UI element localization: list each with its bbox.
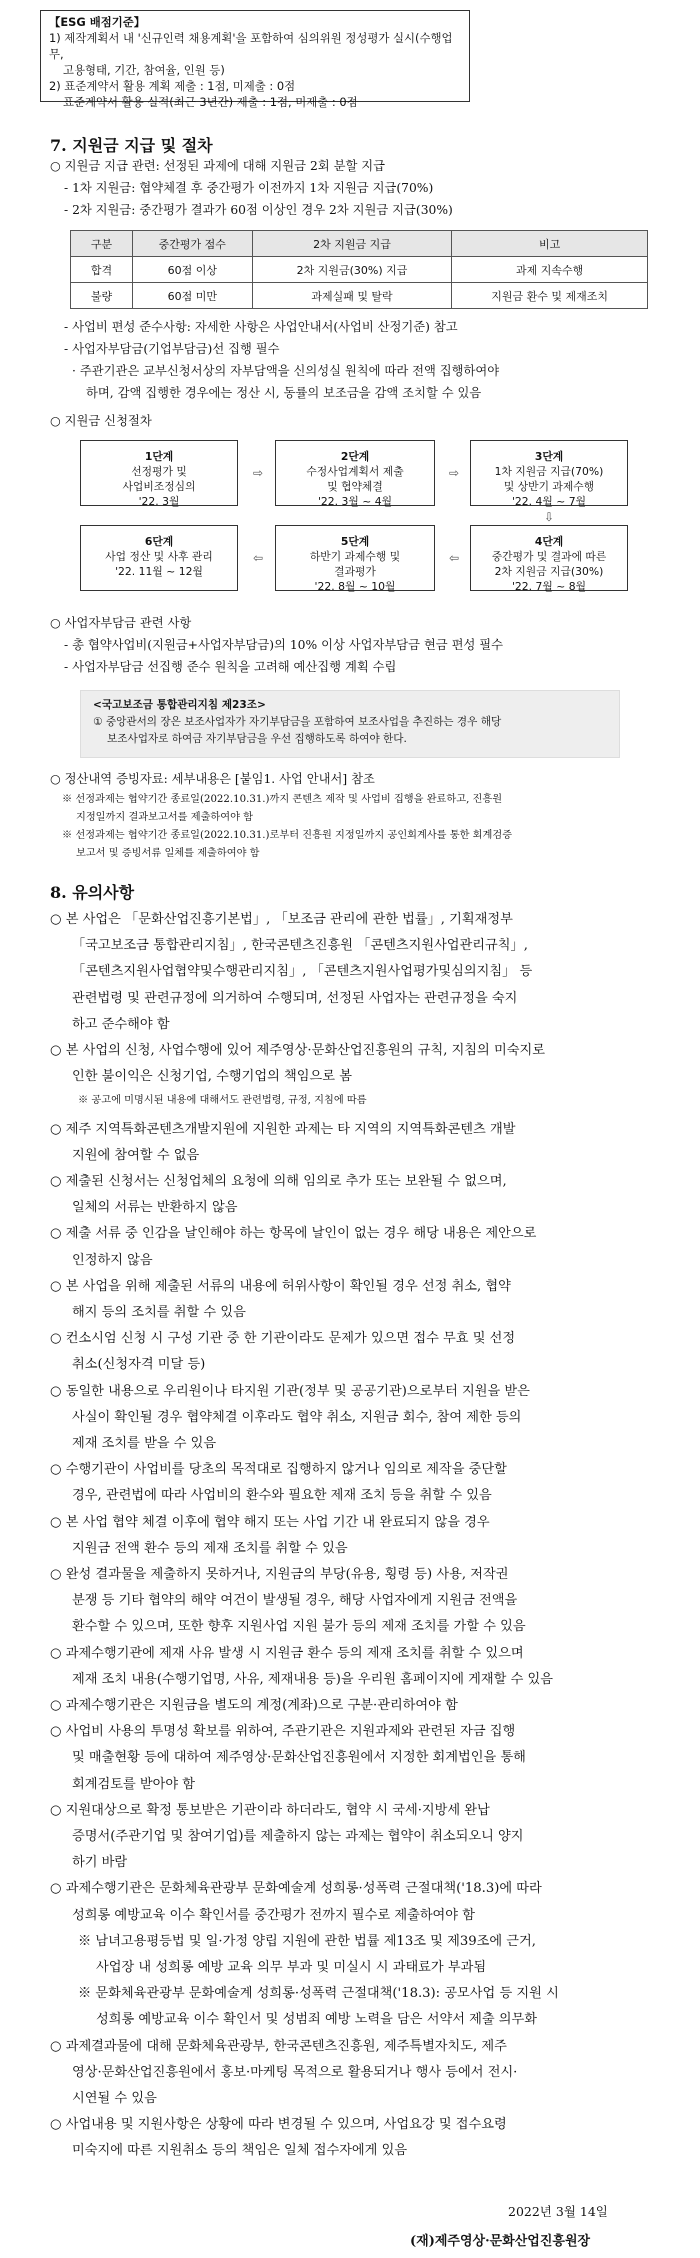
table-header: 중간평가 점수	[132, 231, 252, 257]
notice-line: 하고 준수해야 함	[72, 1016, 170, 1032]
table-row	[71, 283, 648, 309]
notice-line: 일체의 서류는 반환하지 않음	[72, 1200, 238, 1216]
grant-table	[70, 230, 648, 309]
issuer-name: (재)제주영상·문화산업진흥원장	[410, 2234, 591, 2249]
step-date: '22. 8월 ~ 10월	[314, 580, 396, 593]
step-desc: 선정평가 및	[131, 465, 187, 478]
notice-line: ○ 본 사업을 위해 제출된 서류의 내용에 허위사항이 확인될 경우 선정 취소, 협약	[50, 1278, 511, 1294]
note-line: ※ 선정과제는 협약기간 종료일(2022.10.31.)까지 콘텐츠 제작 및 사업비 집행을 완료하고, 진흥원	[62, 794, 503, 805]
notice-line: ○ 본 사업은 「문화산업진흥기본법」, 「보조금 관리에 관한 법률」, 기획재정부	[50, 912, 513, 927]
notice-line: 관련법령 및 관련규정에 의거하여 수행되며, 선정된 사업자는 관련규정을 숙지	[72, 990, 518, 1006]
notice-line: ※ 남녀고용평등법 및 일·가정 양립 지원에 관한 법률 제13조 및 제39조에 근거,	[78, 1933, 536, 1949]
arrow-left-icon: ⇦	[448, 551, 460, 565]
notice-line: 「국고보조금 통합관리지침」, 한국콘텐츠진흥원 「콘텐츠지원사업관리규칙」,	[72, 938, 528, 954]
step-desc: 사업비조정심의	[122, 480, 196, 493]
step-desc: 수정사업계획서 제출	[306, 465, 404, 478]
notice-line: ○ 수행기관이 사업비를 당초의 목적대로 집행하지 않거나 임의로 제작을 중단할	[50, 1462, 507, 1478]
step-desc: 및 상반기 과제수행	[503, 480, 595, 493]
notice-line: ○ 본 사업 협약 체결 이후에 협약 해지 또는 사업 기간 내 완료되지 않을 경우	[50, 1514, 490, 1530]
step-label: 1단계	[144, 450, 174, 463]
notice-line: ○ 완성 결과물을 제출하지 못하거나, 지원금의 부당(유용, 횡령 등) 사용, 저작권	[50, 1567, 509, 1582]
step-box	[80, 440, 238, 506]
notice-line: ○ 사업내용 및 지원사항은 상황에 따라 변경될 수 있으며, 사업요강 및 접수요령	[50, 2117, 507, 2133]
law-excerpt-box	[80, 690, 620, 758]
notice-line: ※ 공고에 미명시된 내용에 대해서도 관련법령, 규정, 지침에 따름	[78, 1095, 367, 1107]
text-line: - 사업자부담금(기업부담금)선 집행 필수	[64, 342, 280, 356]
notice-line: 사업장 내 성희롱 예방 교육 의무 부과 및 미실시 시 과태료가 부과됨	[96, 1960, 487, 1975]
step-box	[470, 440, 628, 506]
table-header: 2차 지원금 지급	[252, 231, 452, 257]
step-desc: 하반기 과제수행 및	[309, 550, 401, 563]
notice-line: ○ 본 사업의 신청, 사업수행에 있어 제주영상·문화산업진흥원의 규칙, 지침의 미숙지로	[50, 1043, 545, 1058]
esg-line: 1) 제작계획서 내 '신규인력 채용계획'을 포함하여 심의위원 정성평가 실시(수행업무,	[49, 31, 453, 61]
notice-line: ○ 과제결과물에 대해 문화체육관광부, 한국콘텐츠진흥원, 제주특별자치도, 제주	[50, 2038, 507, 2054]
step-label: 3단계	[534, 450, 564, 463]
law-line: 보조사업자로 하여금 자기부담금을 우선 집행하도록 하여야 한다.	[107, 733, 407, 745]
notice-line: ○ 컨소시엄 신청 시 구성 기관 중 한 기관이라도 문제가 있으면 접수 무효 및 선정	[50, 1331, 516, 1347]
step-label: 4단계	[534, 535, 564, 548]
step-desc: 사업 정산 및 사후 관리	[105, 550, 213, 563]
step-desc: 및 협약체결	[327, 480, 383, 493]
text-line: - 1차 지원금: 협약체결 후 중간평가 이전까지 1차 지원금 지급(70%)	[64, 181, 434, 195]
text-line: - 사업비 편성 준수사항: 자세한 사항은 사업안내서(사업비 산정기준) 참고	[64, 320, 458, 334]
arrow-right-icon: ⇨	[448, 466, 460, 480]
notice-line: 인한 불이익은 신청기업, 수행기업의 책임으로 봄	[72, 1069, 352, 1085]
notice-line: ○ 사업비 사용의 투명성 확보를 위하여, 주관기관은 지원과제와 관련된 자금 집행	[50, 1724, 516, 1740]
notice-line: ○ 제출된 신청서는 신청업체의 요청에 의해 임의로 추가 또는 보완될 수 없으며,	[50, 1174, 507, 1189]
esg-title: 【ESG 배점기준】	[49, 15, 146, 29]
table-header: 비고	[452, 231, 648, 257]
arrow-left-icon: ⇦	[252, 551, 264, 565]
text-line: ○ 지원금 지급 관련: 선정된 과제에 대해 지원금 2회 분할 지급	[50, 159, 385, 173]
table-cell: 60점 미만	[132, 283, 252, 309]
arrow-down-icon: ⇩	[543, 510, 555, 524]
step-label: 6단계	[144, 535, 174, 548]
text-line: 하며, 감액 집행한 경우에는 정산 시, 동률의 보조금을 감액 조치할 수 있음	[86, 386, 482, 400]
notice-line: ○ 과제수행기관에 제재 사유 발생 시 지원금 환수 등의 제재 조치를 취할 수 있으며	[50, 1645, 524, 1661]
text-line: · 주관기관은 교부신청서상의 자부담액을 신의성실 원칙에 따라 전액 집행하여야	[72, 364, 500, 378]
table-cell: 불량	[71, 283, 133, 309]
notice-line: 영상·문화산업진흥원에서 홍보·마케팅 목적으로 활용되거나 행사 등에서 전시·	[72, 2064, 518, 2080]
text-line: ○ 지원금 신청절차	[50, 414, 152, 428]
step-desc: 2차 지원금 지급(30%)	[494, 565, 604, 578]
step-desc: 1차 지원금 지급(70%)	[494, 465, 604, 478]
step-date: '22. 7월 ~ 8월	[511, 580, 587, 593]
table-cell: 합격	[71, 257, 133, 283]
notice-line: ※ 문화체육관광부 문화예술계 성희롱·성폭력 근절대책('18.3): 공모사업 등 지원 시	[78, 1986, 559, 2002]
notice-line: 분쟁 등 기타 협약의 해약 여건이 발생될 경우, 해당 사업자에게 지원금 전액을	[72, 1593, 518, 1609]
notice-line: 제재 조치 내용(수행기업명, 사유, 제재내용 등)을 우리원 홈페이지에 게재할 수 있음	[72, 1671, 553, 1687]
note-line: 보고서 및 증빙서류 일체를 제출하여야 함	[76, 848, 260, 859]
table-header-row	[71, 231, 648, 257]
table-row	[71, 257, 648, 283]
esg-line: 고용형태, 기간, 참여율, 인원 등)	[63, 63, 225, 77]
table-cell: 과제 지속수행	[452, 257, 648, 283]
notice-line: 「콘텐츠지원사업협약및수행관리지침」, 「콘텐츠지원사업평가및심의지침」 등	[72, 964, 533, 980]
notice-line: 경우, 관련법에 따라 사업비의 환수와 필요한 제재 조치 등을 취할 수 있음	[72, 1488, 492, 1504]
table-header: 구분	[71, 231, 133, 257]
notice-line: 시연될 수 있음	[72, 2091, 157, 2106]
note-line: 지정일까지 결과보고서를 제출하여야 함	[76, 812, 254, 823]
esg-criteria-box	[40, 10, 470, 109]
notice-line: 사실이 확인될 경우 협약체결 이후라도 협약 취소, 지원금 회수, 참여 제한 등의	[72, 1409, 522, 1425]
esg-line: 2) 표준계약서 활용 계획 제출 : 1점, 미제출 : 0점	[49, 79, 296, 93]
document-date: 2022년 3월 14일	[508, 2204, 608, 2219]
notice-line: 증명서(주관기업 및 참여기업)를 제출하지 않는 과제는 협약이 취소되오니 양지	[72, 1829, 524, 1844]
notice-line: 인정하지 않음	[72, 1252, 153, 1268]
section-7-title: 7. 지원금 지급 및 절차	[50, 136, 213, 155]
step-date: '22. 4월 ~ 7월	[511, 495, 587, 508]
table-cell: 60점 이상	[132, 257, 252, 283]
table-cell: 과제실패 및 탈락	[252, 283, 452, 309]
step-date: '22. 11월 ~ 12월	[115, 565, 203, 578]
notice-line: ○ 과제수행기관은 문화체육관광부 문화예술계 성희롱·성폭력 근절대책('18.3)에 따라	[50, 1881, 542, 1897]
text-line: - 사업자부담금 선집행 준수 원칙을 고려해 예산집행 계획 수립	[64, 660, 397, 674]
step-label: 5단계	[340, 535, 370, 548]
arrow-right-icon: ⇨	[252, 466, 264, 480]
notice-line: 제재 조치를 받을 수 있음	[72, 1436, 217, 1451]
notice-line: 성희롱 예방교육 이수 확인서 및 성범죄 예방 노력을 담은 서약서 제출 의무화	[96, 2012, 538, 2028]
notice-line: 성희롱 예방교육 이수 확인서를 중간평가 전까지 필수로 제출하여야 함	[72, 1907, 475, 1923]
step-date: '22. 3월	[138, 495, 180, 508]
notice-line: 환수할 수 있으며, 또한 향후 지원사업 지원 불가 등의 제재 조치를 가할 수 있음	[72, 1619, 526, 1635]
notice-line: 회계검토를 받아야 함	[72, 1776, 196, 1792]
notice-line: ○ 동일한 내용으로 우리원이나 타지원 기관(정부 및 공공기관)으로부터 지원을 받은	[50, 1383, 530, 1399]
notice-line: 지원금 전액 환수 등의 제재 조치를 취할 수 있음	[72, 1540, 348, 1556]
step-desc: 중간평가 및 결과에 따른	[491, 550, 607, 563]
esg-line: 표준계약서 활용 실적(최근 3년간) 제출 : 1점, 미제출 : 0점	[63, 95, 358, 109]
section-8-title: 8. 유의사항	[50, 883, 135, 902]
notice-line: 미숙지에 따른 지원취소 등의 책임은 일체 접수자에게 있음	[72, 2143, 408, 2159]
text-line: - 2차 지원금: 중간평가 결과가 60점 이상인 경우 2차 지원금 지급(30%)	[64, 203, 453, 217]
note-line: ※ 선정과제는 협약기간 종료일(2022.10.31.)로부터 진흥원 지정일까지 공인회계사를 통한 회계검증	[62, 830, 513, 841]
notice-line: 하기 바람	[72, 1855, 128, 1871]
notice-line: ○ 제주 지역특화콘텐츠개발지원에 지원한 과제는 타 지역의 지역특화콘텐츠 개발	[50, 1121, 516, 1137]
text-line: ○ 사업자부담금 관련 사항	[50, 616, 192, 630]
table-cell: 2차 지원금(30%) 지급	[252, 257, 452, 283]
notice-line: 및 매출현황 등에 대하여 제주영상·문화산업진흥원에서 지정한 회계법인을 통해	[72, 1750, 526, 1766]
law-line: ① 중앙관서의 장은 보조사업자가 자기부담금을 포함하여 보조사업을 추진하는 경우 해당	[93, 716, 502, 728]
table-cell: 지원금 환수 및 제재조치	[452, 283, 648, 309]
law-title: <국고보조금 통합관리지침 제23조>	[93, 699, 266, 711]
step-box	[80, 525, 238, 591]
step-label: 2단계	[340, 450, 370, 463]
notice-line: 지원에 참여할 수 없음	[72, 1147, 200, 1163]
step-box	[275, 525, 435, 591]
notice-line: ○ 제출 서류 중 인감을 날인해야 하는 항목에 날인이 없는 경우 해당 내용은 제안으로	[50, 1226, 537, 1242]
notice-line: ○ 지원대상으로 확정 통보받은 기관이라 하더라도, 협약 시 국세·지방세 완납	[50, 1802, 490, 1818]
text-line: - 총 협약사업비(지원금+사업자부담금)의 10% 이상 사업자부담금 현금 편성 필수	[64, 638, 504, 652]
step-desc: 결과평가	[334, 565, 376, 578]
notice-line: 취소(신청자격 미달 등)	[72, 1357, 206, 1373]
step-box	[470, 525, 628, 591]
notice-line: ○ 과제수행기관은 지원금을 별도의 계정(계좌)으로 구분·관리하여야 함	[50, 1698, 458, 1713]
text-line: ○ 정산내역 증빙자료: 세부내용은 [붙임1. 사업 안내서] 참조	[50, 772, 375, 786]
step-box	[275, 440, 435, 506]
notice-line: 해지 등의 조치를 취할 수 있음	[72, 1305, 246, 1320]
step-date: '22. 3월 ~ 4월	[317, 495, 393, 508]
